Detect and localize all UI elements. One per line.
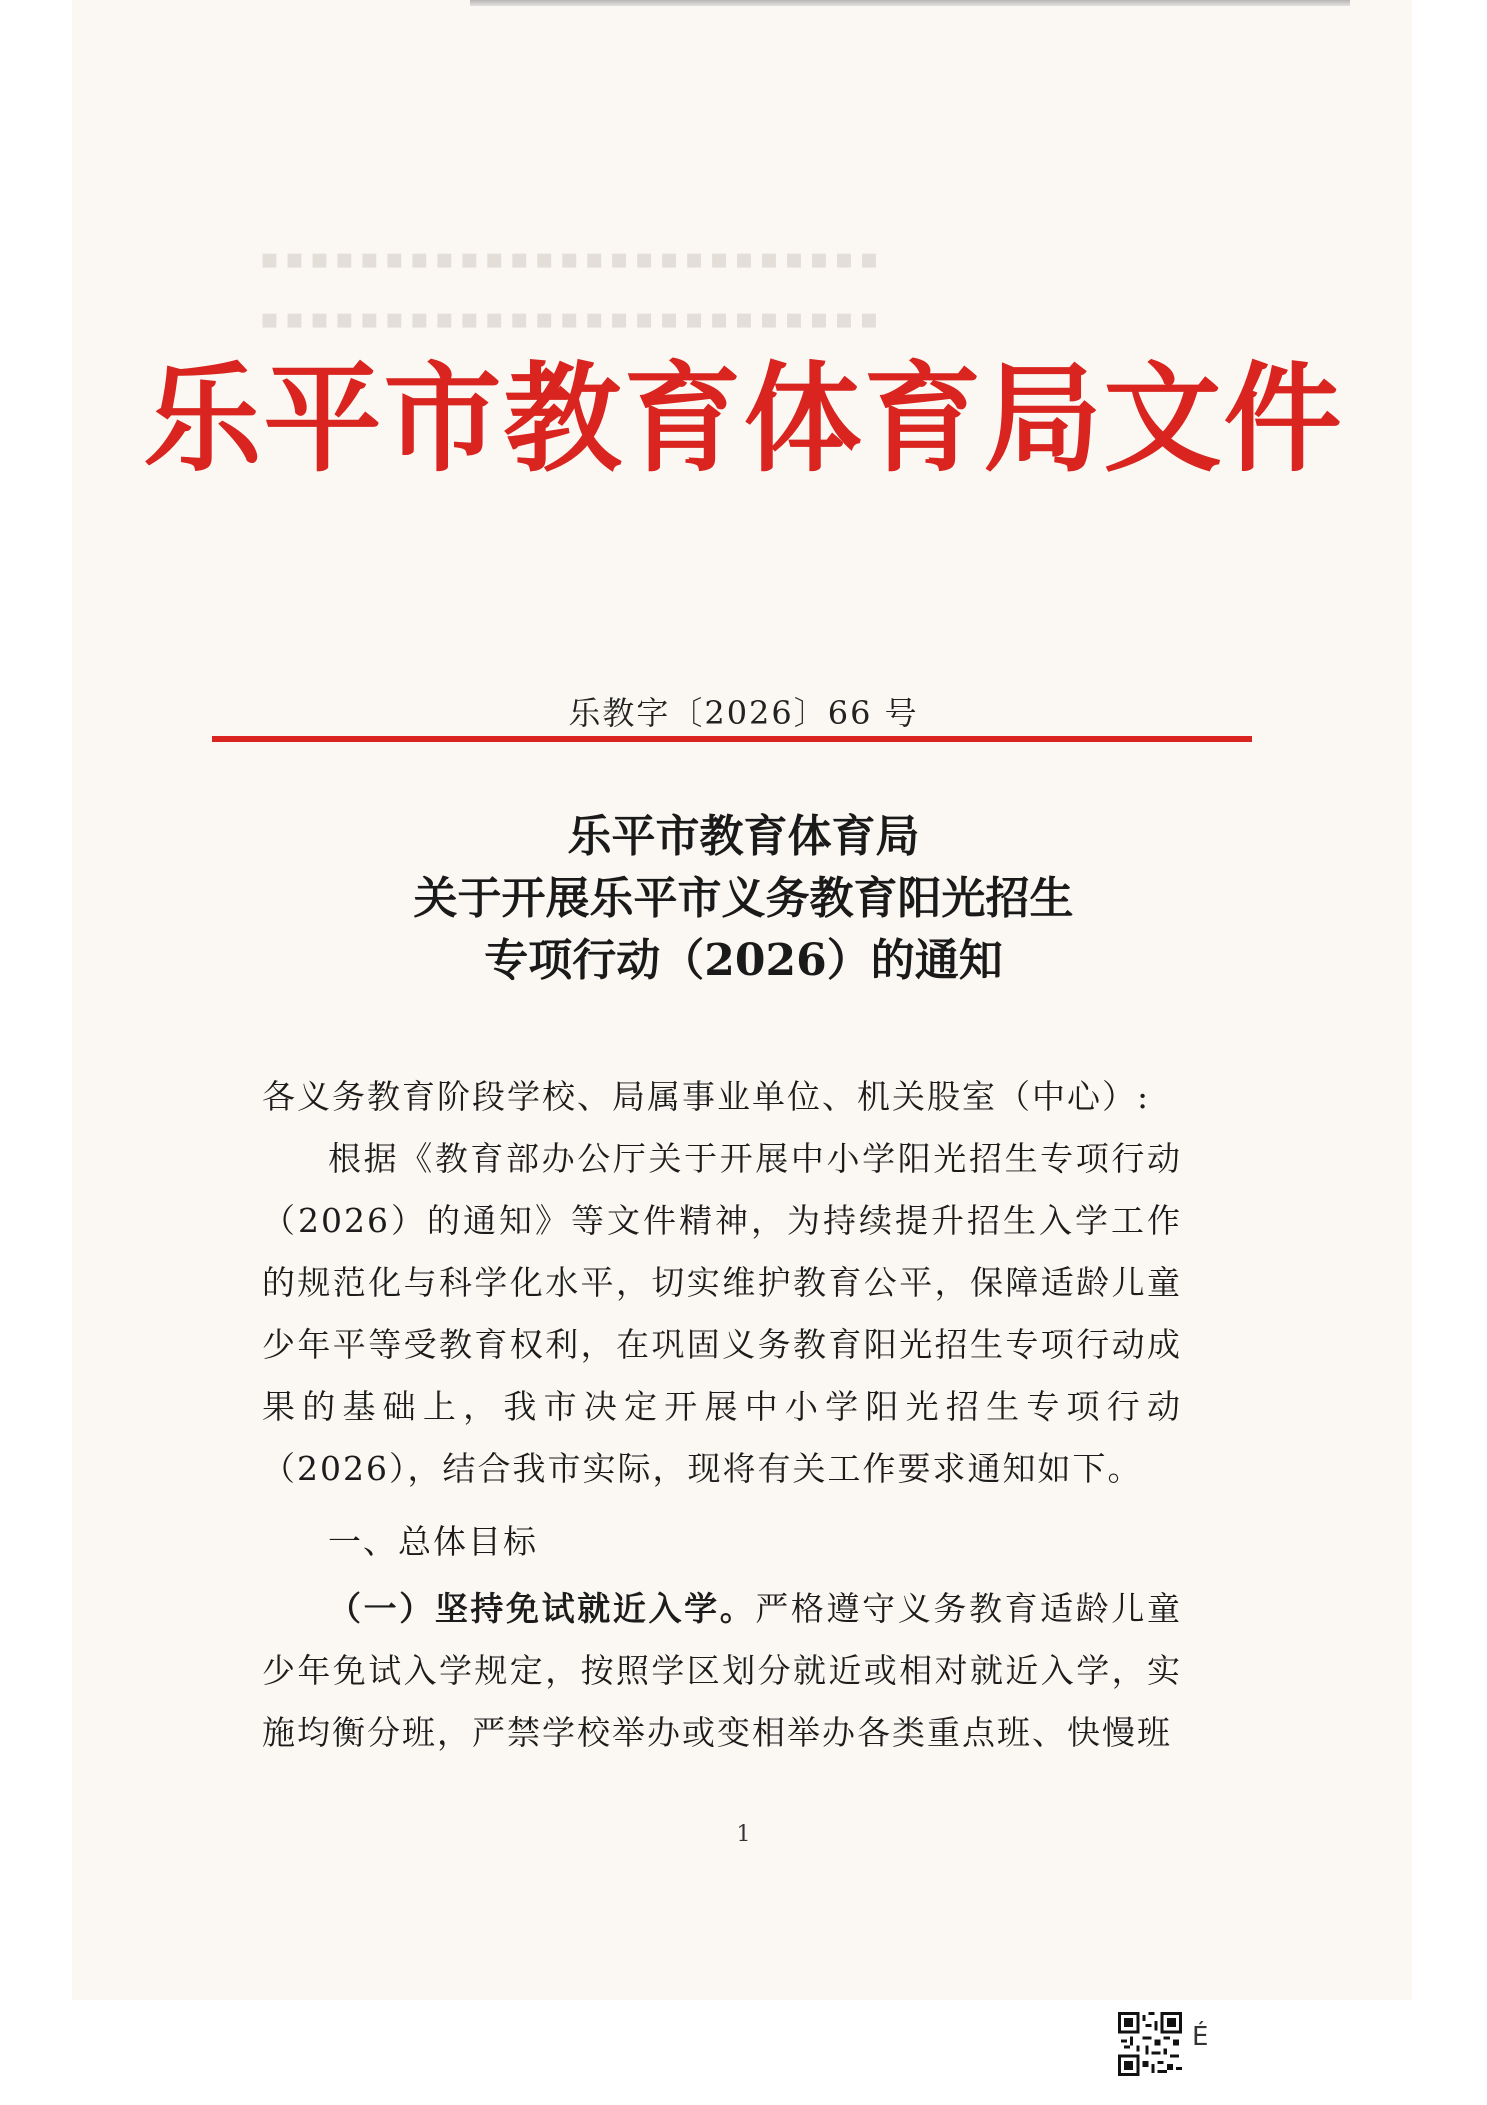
scan-edge xyxy=(470,0,1350,6)
notice-title-line: 乐平市教育体育局 xyxy=(567,811,920,862)
section-heading: 一、总体目标 xyxy=(328,1522,538,1561)
bleed-through: ▪▪▪▪▪▪▪▪▪▪▪▪▪▪▪▪▪▪▪▪▪▪▪▪▪ xyxy=(260,242,885,275)
notice-title-line: 专项行动（2026）的通知 xyxy=(484,935,1003,986)
document-number: 乐教字〔2026〕66 号 xyxy=(568,694,919,732)
qr-side-glyph: É xyxy=(1192,2022,1209,2052)
addressee-line: 各义务教育阶段学校、局属事业单位、机关股室（中心）: xyxy=(262,1077,1151,1116)
item-text: 严格遵守义务教育适龄儿童少年免试入学规定，按照学区划分就近或相对就近入学，实施均衡分班，严禁学校举办或变相举办各类重点班、快慢班 xyxy=(262,1589,1183,1752)
notice-title-line: 关于开展乐平市义务教育阳光招生 xyxy=(413,873,1074,924)
agency-header-title: 乐平市教育体育局文件 xyxy=(143,350,1344,488)
item-lead: （一）坚持免试就近入学。 xyxy=(328,1589,756,1628)
body-paragraph: 根据《教育部办公厅关于开展中小学阳光招生专项行动（2026）的通知》等文件精神，为持续提升招生入学工作的规范化与科学化水平，切实维护教育公平，保障适龄儿童少年平等受教育权利，在巩固义务教育阳光招生专项行动成果的基础上，我市决定开展中小学阳光招生专项行动（2026），结合我市实际，现将有关工作要求通知如下。 xyxy=(262,1139,1182,1488)
bleed-through: ▪▪▪▪▪▪▪▪▪▪▪▪▪▪▪▪▪▪▪▪▪▪▪▪▪ xyxy=(260,302,885,335)
body-paragraph-item-1 xyxy=(262,1578,1182,1764)
qr-code-icon xyxy=(1118,2012,1182,2076)
red-divider-rule xyxy=(212,736,1252,742)
notice-title xyxy=(0,806,1487,992)
page-number: 1 xyxy=(736,1822,751,1847)
